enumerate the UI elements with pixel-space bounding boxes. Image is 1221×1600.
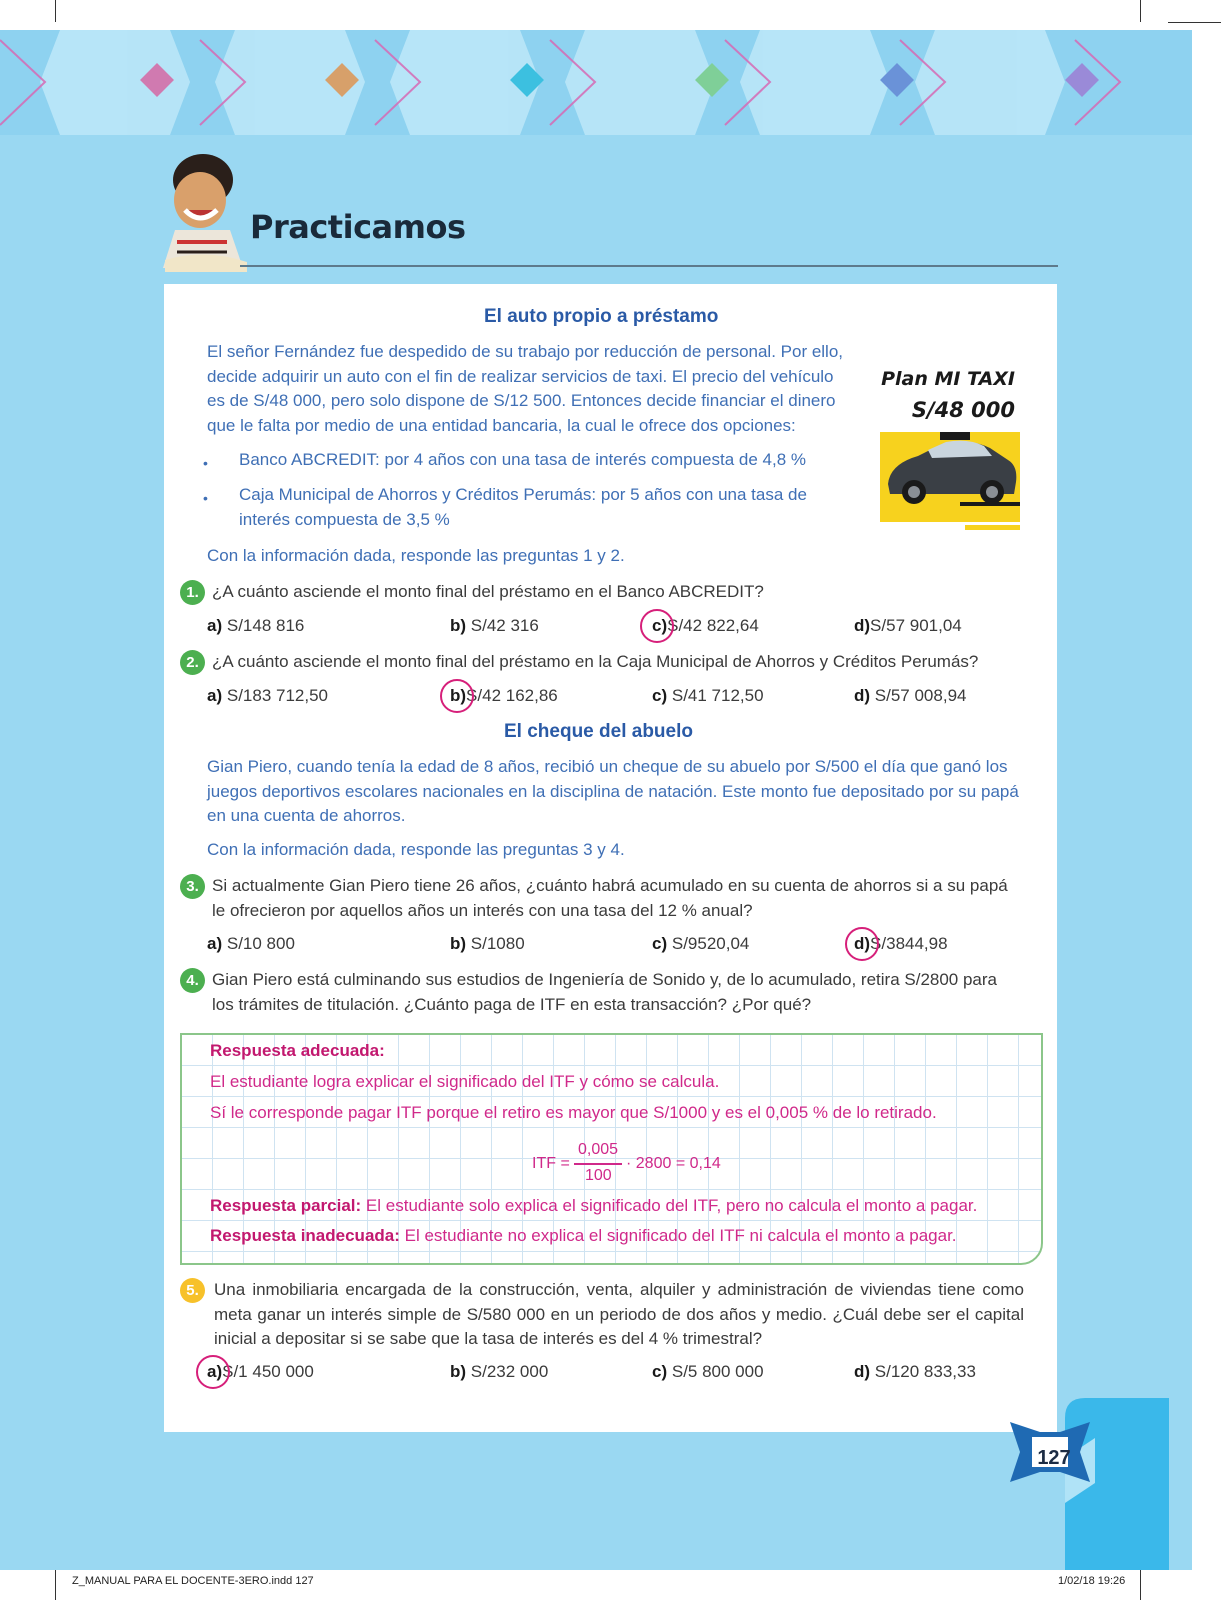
option-letter: d) bbox=[854, 934, 871, 953]
page-number: 127 bbox=[1037, 1447, 1071, 1469]
option-letter: a) bbox=[207, 686, 223, 705]
option-value: S/1 450 000 bbox=[222, 1362, 314, 1381]
question-3-option-a bbox=[207, 934, 295, 954]
option-value: S/42 822,64 bbox=[667, 616, 759, 635]
formula-fraction-bar bbox=[574, 1163, 622, 1165]
question-number-badge: 1. bbox=[180, 580, 205, 605]
problem1-bullet-1: Banco ABCREDIT: por 4 años con una tasa de interés compuesta de 4,8 % bbox=[239, 450, 807, 469]
formula-denominator: 100 bbox=[585, 1167, 612, 1184]
option-letter: b) bbox=[450, 686, 467, 705]
answer-circle-mark bbox=[640, 609, 674, 643]
problem2-instruction: Con la información dada, responde las preguntas 3 y 4. bbox=[207, 840, 625, 859]
answer-partial: Respuesta parcial: El estudiante solo explica el significado del ITF, pero no calcula el monto a pagar. bbox=[210, 1196, 978, 1215]
decorative-header-band bbox=[0, 30, 1192, 135]
option-value: S/10 800 bbox=[226, 934, 295, 953]
option-letter: c) bbox=[652, 616, 668, 635]
question-number-badge: 2. bbox=[180, 650, 205, 675]
option-letter: b) bbox=[450, 1362, 467, 1381]
problem1-heading: El auto propio a préstamo bbox=[484, 306, 719, 327]
option-value: S/232 000 bbox=[470, 1362, 549, 1381]
question-1-option-d bbox=[854, 616, 962, 636]
option-letter: b) bbox=[450, 616, 467, 635]
option-letter: d) bbox=[854, 616, 871, 635]
answer-circle-mark bbox=[196, 1355, 230, 1389]
question-5-option-d bbox=[854, 1362, 976, 1382]
question-number-badge: 3. bbox=[180, 874, 205, 899]
option-value: S/42 316 bbox=[470, 616, 539, 635]
formula-rhs: · 2800 = 0,14 bbox=[626, 1155, 721, 1172]
tribal-pattern-graphic bbox=[0, 30, 1192, 135]
taxi-ad-price: S/48 000 bbox=[911, 398, 1015, 422]
question-2-option-c bbox=[652, 686, 764, 706]
question-2-option-d bbox=[854, 686, 966, 706]
answer-circle-mark bbox=[440, 679, 474, 713]
option-value: S/120 833,33 bbox=[874, 1362, 976, 1381]
question-2-text: ¿A cuánto asciende el monto final del préstamo en la Caja Municipal de Ahorros y Créditos Perumás? bbox=[212, 652, 979, 671]
print-slug-datetime: 1/02/18 19:26 bbox=[1058, 1575, 1126, 1587]
page-margin bbox=[1192, 140, 1221, 1570]
title-underline bbox=[240, 265, 1058, 267]
answer-inadequate: Respuesta inadecuada: El estudiante no explica el significado del ITF ni calcula el monto a pagar. bbox=[210, 1226, 957, 1245]
bullet-icon: • bbox=[203, 490, 208, 506]
question-5-option-c bbox=[652, 1362, 764, 1382]
option-value: S/42 162,86 bbox=[466, 686, 558, 705]
option-letter: c) bbox=[652, 934, 668, 953]
problem1-bullet-2: Caja Municipal de Ahorros y Créditos Perumás: por 5 años con una tasa de interés compuesta de 3,5 % bbox=[239, 485, 807, 529]
formula-lhs: ITF = bbox=[532, 1155, 570, 1172]
question-1-option-b bbox=[450, 616, 539, 636]
question-4-text: Gian Piero está culminando sus estudios de Ingeniería de Sonido y, de lo acumulado, retira S/2800 para los trámites de titulación. ¿Cuánto paga de ITF en esta transacción? ¿Por qué? bbox=[212, 970, 998, 1014]
option-letter: a) bbox=[207, 616, 223, 635]
option-value: S/41 712,50 bbox=[671, 686, 764, 705]
option-value: S/183 712,50 bbox=[226, 686, 329, 705]
option-value: S/1080 bbox=[470, 934, 525, 953]
question-number-badge: 5. bbox=[180, 1278, 205, 1303]
crop-mark bbox=[1140, 1570, 1141, 1600]
problem1-instruction: Con la información dada, responde las preguntas 1 y 2. bbox=[207, 546, 625, 565]
crop-mark bbox=[55, 1570, 56, 1600]
question-5-option-b bbox=[450, 1362, 548, 1382]
question-1-text: ¿A cuánto asciende el monto final del préstamo en el Banco ABCREDIT? bbox=[212, 582, 764, 601]
option-value: S/9520,04 bbox=[671, 934, 750, 953]
option-value: S/148 816 bbox=[226, 616, 305, 635]
option-letter: c) bbox=[652, 686, 668, 705]
problem2-paragraph: Gian Piero, cuando tenía la edad de 8 años, recibió un cheque de su abuelo por S/500 el día que ganó los juegos deportivos escolares nacionales en la disciplina de natación. Este monto fue depositado por su papá en una cuenta de ahorros. bbox=[207, 757, 1019, 825]
crop-mark bbox=[1140, 0, 1141, 22]
option-value: S/57 901,04 bbox=[870, 616, 962, 635]
question-2-option-a bbox=[207, 686, 328, 706]
problem1-paragraph: El señor Fernández fue despedido de su trabajo por reducción de personal. Por ello, decide adquirir un auto con el fin de realizar servicios de taxi. El precio del vehículo es de S/48 000, pero solo dispone de S/12 500. Entonces decide financiar el dinero que le falta por medio de una entidad bancaria, la cual le ofrece dos opciones: bbox=[207, 342, 844, 435]
option-value: S/3844,98 bbox=[870, 934, 948, 953]
question-3-option-b bbox=[450, 934, 525, 954]
section-title: Practicamos bbox=[250, 208, 466, 246]
answer-adequate-label: Respuesta adecuada: bbox=[210, 1041, 385, 1060]
answer-adequate-line-2: Sí le corresponde pagar ITF porque el retiro es mayor que S/1000 y es el 0,005 % de lo retirado. bbox=[210, 1103, 937, 1122]
print-slug-file: Z_MANUAL PARA EL DOCENTE-3ERO.indd 127 bbox=[72, 1575, 314, 1587]
crop-mark bbox=[55, 0, 56, 22]
option-letter: b) bbox=[450, 934, 467, 953]
question-3-option-c bbox=[652, 934, 749, 954]
option-letter: d) bbox=[854, 686, 871, 705]
option-letter: a) bbox=[207, 934, 223, 953]
option-value: S/5 800 000 bbox=[671, 1362, 764, 1381]
taxi-ad-title: Plan MI TAXI bbox=[881, 368, 1015, 390]
answer-adequate-line-1: El estudiante logra explicar el significado del ITF y cómo se calcula. bbox=[210, 1072, 720, 1091]
answer-circle-mark bbox=[845, 927, 879, 961]
option-letter: a) bbox=[207, 1362, 223, 1381]
option-value: S/57 008,94 bbox=[874, 686, 967, 705]
question-number-badge: 4. bbox=[180, 968, 205, 993]
formula-numerator: 0,005 bbox=[578, 1141, 619, 1158]
problem2-heading: El cheque del abuelo bbox=[504, 721, 693, 742]
student-mascot-illustration bbox=[155, 150, 250, 275]
bullet-icon: • bbox=[203, 455, 208, 471]
question-3-text: Si actualmente Gian Piero tiene 26 años, ¿cuánto habrá acumulado en su cuenta de ahorros si a su papá le ofrecieron por aquellos años un interés con una tasa del 12 % anual? bbox=[212, 876, 1008, 920]
option-letter: c) bbox=[652, 1362, 668, 1381]
crop-mark bbox=[1168, 22, 1221, 23]
question-1-option-a bbox=[207, 616, 304, 636]
question-5-text: Una inmobiliaria encargada de la construcción, venta, alquiler y administración de viviendas tiene como meta ganar un interés simple de S/580 000 en un periodo de dos años y medio. ¿Cuál debe ser el capital inicial a depositar si se sabe que la tasa de interés es del 4 % trimestral? bbox=[214, 1280, 1024, 1348]
option-letter: d) bbox=[854, 1362, 871, 1381]
